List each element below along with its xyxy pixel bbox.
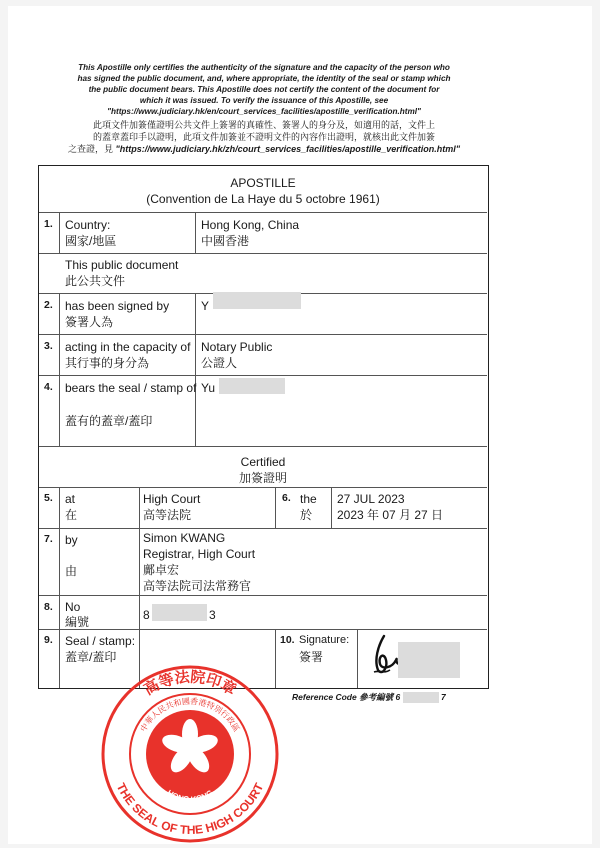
country-label: Country:: [65, 218, 111, 232]
apostille-form: [38, 165, 489, 689]
country-value-zh: 中國香港: [201, 234, 250, 248]
date-label: the: [300, 492, 317, 506]
date-value-zh: 2023 年 07 月 27 日: [337, 508, 444, 522]
row-5-number: 5.: [44, 492, 53, 504]
seal-stamp-label: Seal / stamp:: [65, 634, 136, 648]
certified-heading-zh: 加簽證明: [238, 471, 287, 485]
apostille-title: APOSTILLE: [230, 176, 296, 190]
redaction-block: [398, 642, 460, 678]
row-9-number: 9.: [44, 634, 53, 646]
certified-heading: Certified: [240, 455, 286, 469]
preamble-zh-line: 此項文件加簽僅證明公共文件上簽署的真確性、簽署人的身分及，如適用的話，文件上: [92, 120, 435, 130]
seal-stamp-label-zh: 蓋章/蓋印: [65, 650, 117, 664]
row-3-number: 3.: [44, 340, 53, 352]
number-label-zh: 編號: [65, 615, 90, 629]
signed-by-label-zh: 簽署人為: [65, 315, 114, 329]
seal-of-label-zh: 蓋有的蓋章/蓋印: [65, 414, 153, 428]
reference-code-start: 6: [395, 692, 401, 702]
reference-code: [292, 691, 446, 703]
capacity-value: Notary Public: [201, 340, 273, 354]
row-7-number: 7.: [44, 533, 53, 545]
redaction-block: [213, 292, 301, 309]
signature-label-zh: 簽署: [299, 650, 324, 664]
preamble-en-line: has signed the public document, and, where appropriate, the identity of the seal or stamp which: [77, 74, 451, 83]
registrar-title-zh: 高等法院司法常務官: [143, 579, 252, 593]
at-label: at: [65, 492, 76, 506]
capacity-value-zh: 公證人: [201, 356, 238, 370]
row-6-number: 6.: [282, 492, 291, 504]
country-value: Hong Kong, China: [201, 218, 300, 232]
seal-inner-text: HONG KONG: [165, 788, 215, 805]
row-4-number: 4.: [44, 381, 53, 393]
redaction-block: [403, 692, 439, 703]
preamble-en-line: the public document bears. This Apostille does not certify the content of the document for: [88, 85, 440, 94]
number-value-end: 3: [209, 608, 216, 622]
preamble-en-url: "https://www.judiciary.hk/en/court_services_facilities/apostille_verification.html": [107, 107, 421, 116]
registrar-name-zh: 鄺卓宏: [143, 563, 180, 577]
seal-bottom-text: THE SEAL OF THE HIGH COURT: [113, 780, 267, 838]
registrar-title: Registrar, High Court: [143, 547, 256, 561]
signed-by-label: has been signed by: [65, 299, 170, 313]
at-value: High Court: [143, 492, 201, 506]
reference-code-end: 7: [440, 692, 446, 702]
reference-code-label: Reference Code 參考編號: [292, 692, 394, 702]
redaction-block: [219, 378, 285, 394]
public-document-label: This public document: [65, 258, 179, 272]
preamble-zh-line: [50, 143, 478, 155]
signed-by-value: Y: [201, 299, 210, 313]
registrar-name: Simon KWANG: [143, 531, 226, 545]
seal-of-value: Yu: [201, 381, 216, 395]
preamble-en-line: which it was issued. To verify the issuance of this Apostille, see: [139, 96, 389, 105]
number-value-start: 8: [143, 608, 150, 622]
capacity-label-zh: 其行事的身分為: [65, 356, 150, 370]
capacity-label: acting in the capacity of: [65, 340, 191, 354]
at-label-zh: 在: [65, 508, 78, 522]
date-value: 27 JUL 2023: [337, 492, 405, 506]
seal-top-text: 高等法院印章: [140, 667, 240, 699]
apostille-subtitle: (Convention de La Haye du 5 octobre 1961): [146, 192, 380, 206]
row-1-number: 1.: [44, 218, 53, 230]
preamble-en-line: This Apostille only certifies the authenticity of the signature and the capacity of the person who: [78, 63, 450, 72]
by-label-zh: 由: [65, 564, 78, 578]
country-label-zh: 國家/地區: [65, 234, 117, 248]
row-8-number: 8.: [44, 601, 53, 613]
row-2-number: 2.: [44, 299, 53, 311]
by-label: by: [65, 533, 78, 547]
high-court-seal: [100, 664, 280, 844]
signature-label: Signature:: [299, 634, 350, 646]
apostille-preamble: [50, 62, 478, 155]
preamble-zh-url: "https://www.judiciary.hk/zh/court_services_facilities/apostille_verification.html": [115, 144, 460, 154]
preamble-zh-line: 的蓋章蓋印手以證明，此項文件加簽並不證明文件的內容作出證明，就核出此文件加簽: [92, 132, 435, 142]
preamble-zh-line-text: 之查證，見: [67, 144, 113, 154]
at-value-zh: 高等法院: [143, 508, 192, 522]
row-10-number: 10.: [280, 634, 295, 646]
public-document-label-zh: 此公共文件: [65, 274, 126, 288]
date-label-zh: 於: [300, 508, 313, 522]
seal-of-label: bears the seal / stamp of: [65, 381, 197, 395]
seal-ring-text: 中華人民共和國香港特別行政區: [138, 696, 242, 734]
preamble-zh: [50, 119, 478, 155]
number-label: No: [65, 600, 81, 614]
redaction-block: [152, 604, 207, 621]
